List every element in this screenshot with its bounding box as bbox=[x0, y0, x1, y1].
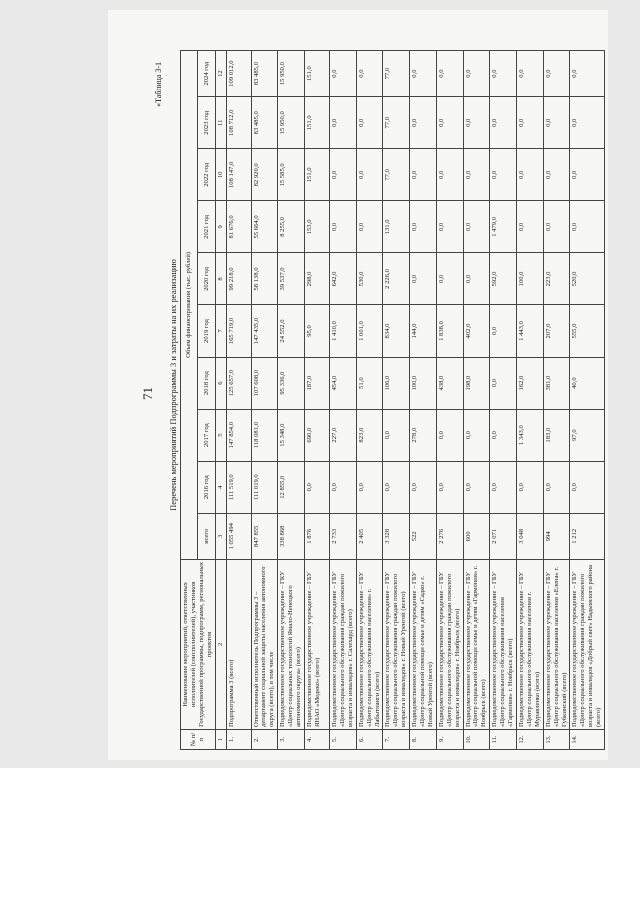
row-year-value: 0,0 bbox=[410, 51, 437, 97]
column-number: 6 bbox=[215, 357, 226, 409]
row-year-value: 0,0 bbox=[570, 51, 605, 97]
row-year-value: 1 343,0 bbox=[517, 409, 544, 461]
row-year-value: 1 410,0 bbox=[329, 305, 356, 357]
header-year: 2022 год bbox=[198, 149, 215, 201]
row-year-value: 111 519,0 bbox=[226, 461, 251, 513]
row-year-value: 151,0 bbox=[304, 149, 329, 201]
row-year-value: 108 147,0 bbox=[226, 149, 251, 201]
row-total-value: 338 868 bbox=[278, 513, 305, 559]
row-year-value: 77,0 bbox=[383, 97, 410, 149]
row-name: Подведомственное государственное учреждение – ГБУ ЯНАО «Медико» (всего) bbox=[304, 559, 329, 729]
row-year-value: 40,0 bbox=[570, 357, 605, 409]
row-year-value: 0,0 bbox=[490, 305, 517, 357]
row-name: Подведомственное государственное учреждение – ГБУ «Центр социального обслуживания граждан пожилого возраста и инвалидов» г. Салехард (всего) bbox=[329, 559, 356, 729]
row-year-value: 223,0 bbox=[543, 253, 570, 305]
row-year-value: 0,0 bbox=[383, 461, 410, 513]
row-year-value: 381,0 bbox=[543, 357, 570, 409]
row-number: 9. bbox=[436, 729, 463, 749]
row-year-value: 107 608,0 bbox=[251, 357, 278, 409]
row-year-value: 0,0 bbox=[490, 409, 517, 461]
table-row bbox=[304, 51, 329, 750]
row-year-value: 0,0 bbox=[570, 97, 605, 149]
header-year: 2019 год bbox=[198, 305, 215, 357]
row-total-value: 1 876 bbox=[304, 513, 329, 559]
row-year-value: 0,0 bbox=[356, 149, 383, 201]
row-year-value: 55 664,0 bbox=[251, 201, 278, 253]
row-year-value: 12 855,0 bbox=[278, 461, 305, 513]
row-year-value: 0,0 bbox=[304, 461, 329, 513]
document-page bbox=[108, 10, 608, 760]
row-year-value: 0,0 bbox=[329, 461, 356, 513]
row-year-value: 0,0 bbox=[463, 409, 490, 461]
column-number-row bbox=[215, 51, 226, 750]
row-number: 10. bbox=[463, 729, 490, 749]
row-year-value: 0,0 bbox=[570, 201, 605, 253]
row-year-value: 0,0 bbox=[543, 97, 570, 149]
row-year-value: 39 537,0 bbox=[278, 253, 305, 305]
row-year-value: 1 001,0 bbox=[356, 305, 383, 357]
column-number: 9 bbox=[215, 201, 226, 253]
row-number: 3. bbox=[278, 729, 305, 749]
row-year-value: 153,0 bbox=[304, 201, 329, 253]
row-year-value: 0,0 bbox=[436, 461, 463, 513]
row-year-value: 0,0 bbox=[490, 357, 517, 409]
header-total: всего bbox=[198, 513, 215, 559]
row-year-value: 0,0 bbox=[490, 461, 517, 513]
row-year-value: 402,0 bbox=[463, 305, 490, 357]
table-row bbox=[490, 51, 517, 750]
row-year-value: 0,0 bbox=[329, 97, 356, 149]
row-year-value: 97,0 bbox=[570, 409, 605, 461]
row-year-value: 24 552,0 bbox=[278, 305, 305, 357]
row-name: Подведомственное государственное учреждение – ГКУ «Центр социальных технологий Ямало-Ненецкого автономного округа» (всего) bbox=[278, 559, 305, 729]
table-row bbox=[436, 51, 463, 750]
column-number: 12 bbox=[215, 51, 226, 97]
header-year: 2020 год bbox=[198, 253, 215, 305]
row-year-value: 151,0 bbox=[304, 97, 329, 149]
row-year-value: 162,0 bbox=[517, 357, 544, 409]
row-year-value: 0,0 bbox=[517, 201, 544, 253]
measures-table bbox=[180, 50, 605, 750]
row-year-value: 15 348,0 bbox=[278, 409, 305, 461]
row-year-value: 144,0 bbox=[410, 305, 437, 357]
row-name: Подпрограмма 3 (всего) bbox=[226, 559, 251, 729]
row-year-value: 0,0 bbox=[356, 51, 383, 97]
header-no: № п/п bbox=[181, 729, 216, 749]
row-year-value: 0,0 bbox=[463, 51, 490, 97]
row-name: Подведомственное государственное учреждение – ГБУ «Центр социального обслуживания населения г. Муравленко (всего) bbox=[517, 559, 544, 729]
row-year-value: 0,0 bbox=[410, 97, 437, 149]
row-year-value: 0,0 bbox=[463, 97, 490, 149]
row-total-value: 2 276 bbox=[436, 513, 463, 559]
row-year-value: 111 019,0 bbox=[251, 461, 278, 513]
row-total-value: 2 405 bbox=[356, 513, 383, 559]
header-year: 2021 год bbox=[198, 201, 215, 253]
row-year-value: 298,0 bbox=[304, 253, 329, 305]
table-row bbox=[356, 51, 383, 750]
row-year-value: 0,0 bbox=[383, 409, 410, 461]
row-year-value: 0,0 bbox=[436, 409, 463, 461]
table-row bbox=[517, 51, 544, 750]
row-year-value: 118 081,0 bbox=[251, 409, 278, 461]
row-year-value: 82 920,0 bbox=[251, 149, 278, 201]
row-year-value: 77,0 bbox=[383, 149, 410, 201]
column-number: 1 bbox=[215, 729, 226, 749]
row-name: Подведомственное государственное учреждение – ГБУ «Центр социального обслуживания граждан пожилого возраста и инвалидов «Добрый свет» Надымского района (всего) bbox=[570, 559, 605, 729]
row-name: Ответственный исполнитель Подпрограммы 3 – департамент социальной защиты населения автономного округа (всего), в том числе bbox=[251, 559, 278, 729]
row-year-value: 131,0 bbox=[383, 201, 410, 253]
row-number: 14. bbox=[570, 729, 605, 749]
row-year-value: 147 435,0 bbox=[251, 305, 278, 357]
row-number: 6. bbox=[356, 729, 383, 749]
row-year-value: 0,0 bbox=[570, 149, 605, 201]
row-year-value: 187,0 bbox=[304, 357, 329, 409]
row-total-value: 1 055 494 bbox=[226, 513, 251, 559]
row-year-value: 0,0 bbox=[436, 97, 463, 149]
row-total-value: 3 048 bbox=[517, 513, 544, 559]
row-year-value: 530,0 bbox=[356, 253, 383, 305]
row-year-value: 2 226,0 bbox=[383, 253, 410, 305]
row-name: Подведомственное государственное учреждение – ГБУ «Центр социальной помощи семье и детям «Гармония» г. Ноябрьск (всего) bbox=[463, 559, 490, 729]
table-title: Перечень мероприятий Подпрограммы 3 и затраты на их реализацию bbox=[168, 259, 178, 511]
row-year-value: 0,0 bbox=[410, 253, 437, 305]
row-year-value: 0,0 bbox=[356, 97, 383, 149]
page-number: 71 bbox=[140, 387, 155, 400]
row-name: Подведомственное государственное учреждение – ГБУ «Центр социального обслуживания населения «Елена» г. Губкинский (всего) bbox=[543, 559, 570, 729]
row-total-value: 2 071 bbox=[490, 513, 517, 559]
row-year-value: 0,0 bbox=[410, 149, 437, 201]
row-name: Подведомственное государственное учреждение – ГБУ «Центр социального обслуживания населения «Гармония» г. Ноябрьск (всего) bbox=[490, 559, 517, 729]
table-row bbox=[570, 51, 605, 750]
row-year-value: 454,0 bbox=[329, 357, 356, 409]
row-year-value: 227,0 bbox=[329, 409, 356, 461]
row-year-value: 278,0 bbox=[410, 409, 437, 461]
table-body bbox=[226, 51, 605, 750]
row-name: Подведомственное государственное учреждение – ГБУ «Центр социального обслуживания граждан пожилого возраста и инвалидов» г. Новый Уренгой (всего) bbox=[383, 559, 410, 729]
row-year-value: 0,0 bbox=[543, 51, 570, 97]
row-year-value: 0,0 bbox=[490, 97, 517, 149]
row-year-value: 0,0 bbox=[436, 201, 463, 253]
column-number: 4 bbox=[215, 461, 226, 513]
row-year-value: 95 336,0 bbox=[278, 357, 305, 409]
row-year-value: 15 950,0 bbox=[278, 97, 305, 149]
row-year-value: 0,0 bbox=[410, 201, 437, 253]
row-number: 4. bbox=[304, 729, 329, 749]
row-year-value: 690,0 bbox=[304, 409, 329, 461]
row-year-value: 0,0 bbox=[356, 461, 383, 513]
rotated-sheet bbox=[108, 10, 608, 760]
column-number: 7 bbox=[215, 305, 226, 357]
table-row bbox=[543, 51, 570, 750]
column-number: 10 bbox=[215, 149, 226, 201]
row-total-value: 847 855 bbox=[251, 513, 278, 559]
row-year-value: 0,0 bbox=[436, 51, 463, 97]
row-year-value: 0,0 bbox=[463, 253, 490, 305]
row-total-value: 1 212 bbox=[570, 513, 605, 559]
column-number: 3 bbox=[215, 513, 226, 559]
row-year-value: 95,0 bbox=[304, 305, 329, 357]
row-year-value: 555,0 bbox=[570, 305, 605, 357]
row-year-value: 0,0 bbox=[543, 201, 570, 253]
row-year-value: 58 138,0 bbox=[251, 253, 278, 305]
row-year-value: 592,0 bbox=[490, 253, 517, 305]
row-year-value: 0,0 bbox=[463, 149, 490, 201]
row-number: 12. bbox=[517, 729, 544, 749]
row-year-value: 0,0 bbox=[517, 149, 544, 201]
row-name: Подведомственное государственное учреждение – ГБУ «Центр социальной помощи семье и детям «Садко» г. Новый Уренгой (всего) bbox=[410, 559, 437, 729]
row-year-value: 106,0 bbox=[383, 357, 410, 409]
row-total-value: 994 bbox=[543, 513, 570, 559]
row-number: 2. bbox=[251, 729, 278, 749]
header-year: 2016 год bbox=[198, 461, 215, 513]
row-year-value: 520,0 bbox=[570, 253, 605, 305]
header-year: 2018 год bbox=[198, 357, 215, 409]
table-row bbox=[463, 51, 490, 750]
row-year-value: 100,0 bbox=[410, 357, 437, 409]
row-year-value: 0,0 bbox=[329, 149, 356, 201]
table-caption: «Таблица 3-1 bbox=[154, 62, 163, 107]
row-year-value: 0,0 bbox=[436, 253, 463, 305]
row-name: Подведомственное государственное учреждение – ГБУ «Центр социального обслуживания граждан пожилого возраста и инвалидов» г. Ноябрьск (всего) bbox=[436, 559, 463, 729]
row-year-value: 100,0 bbox=[517, 253, 544, 305]
row-total-value: 522 bbox=[410, 513, 437, 559]
row-year-value: 438,0 bbox=[436, 357, 463, 409]
row-total-value: 3 328 bbox=[383, 513, 410, 559]
row-year-value: 0,0 bbox=[356, 201, 383, 253]
row-year-value: 198,0 bbox=[463, 357, 490, 409]
header-year: 2024 год bbox=[198, 51, 215, 97]
row-year-value: 77,0 bbox=[383, 51, 410, 97]
row-year-value: 81 676,0 bbox=[226, 201, 251, 253]
row-year-value: 125 657,0 bbox=[226, 357, 251, 409]
row-year-value: 15 950,0 bbox=[278, 51, 305, 97]
row-year-value: 83 485,0 bbox=[251, 51, 278, 97]
table-row bbox=[226, 51, 251, 750]
header-funding-group: Объем финансирования (тыс. рублей) bbox=[181, 51, 198, 560]
row-total-value: 600 bbox=[463, 513, 490, 559]
row-year-value: 823,0 bbox=[356, 409, 383, 461]
row-year-value: 0,0 bbox=[436, 149, 463, 201]
row-year-value: 109 012,0 bbox=[226, 51, 251, 97]
row-number: 11. bbox=[490, 729, 517, 749]
column-number: 11 bbox=[215, 97, 226, 149]
row-number: 1. bbox=[226, 729, 251, 749]
column-number: 5 bbox=[215, 409, 226, 461]
header-name: Наименование мероприятий, ответственных исполнителей (соисполнителей), участников Государственной программы, подпрограмм, региональных проектов bbox=[181, 559, 216, 729]
row-year-value: 0,0 bbox=[490, 149, 517, 201]
row-year-value: 1 443,0 bbox=[517, 305, 544, 357]
row-year-value: 0,0 bbox=[570, 461, 605, 513]
row-year-value: 108 712,0 bbox=[226, 97, 251, 149]
row-total-value: 2 733 bbox=[329, 513, 356, 559]
column-number: 8 bbox=[215, 253, 226, 305]
row-year-value: 183,0 bbox=[543, 409, 570, 461]
row-year-value: 165 719,0 bbox=[226, 305, 251, 357]
row-year-value: 0,0 bbox=[463, 461, 490, 513]
row-year-value: 642,0 bbox=[329, 253, 356, 305]
row-number: 5. bbox=[329, 729, 356, 749]
row-year-value: 151,0 bbox=[304, 51, 329, 97]
row-year-value: 15 585,0 bbox=[278, 149, 305, 201]
row-year-value: 0,0 bbox=[410, 461, 437, 513]
row-year-value: 99 218,0 bbox=[226, 253, 251, 305]
table-row bbox=[251, 51, 278, 750]
row-year-value: 0,0 bbox=[517, 51, 544, 97]
header-year: 2023 год bbox=[198, 97, 215, 149]
row-year-value: 51,0 bbox=[356, 357, 383, 409]
row-year-value: 207,0 bbox=[543, 305, 570, 357]
table-row bbox=[329, 51, 356, 750]
row-year-value: 0,0 bbox=[517, 461, 544, 513]
row-number: 8. bbox=[410, 729, 437, 749]
header-year: 2017 год bbox=[198, 409, 215, 461]
row-year-value: 834,0 bbox=[383, 305, 410, 357]
row-year-value: 1 838,0 bbox=[436, 305, 463, 357]
row-year-value: 0,0 bbox=[329, 51, 356, 97]
row-year-value: 1 479,0 bbox=[490, 201, 517, 253]
row-year-value: 0,0 bbox=[517, 97, 544, 149]
table-row bbox=[278, 51, 305, 750]
row-number: 13. bbox=[543, 729, 570, 749]
column-number: 2 bbox=[215, 559, 226, 729]
row-name: Подведомственное государственное учреждение – ГБУ «Центр социального обслуживания населения» г. Лабытнанги (всего) bbox=[356, 559, 383, 729]
row-year-value: 8 255,0 bbox=[278, 201, 305, 253]
row-year-value: 0,0 bbox=[329, 201, 356, 253]
table-row bbox=[383, 51, 410, 750]
table-row bbox=[410, 51, 437, 750]
row-year-value: 83 485,0 bbox=[251, 97, 278, 149]
row-year-value: 0,0 bbox=[543, 461, 570, 513]
row-year-value: 0,0 bbox=[543, 149, 570, 201]
row-year-value: 0,0 bbox=[490, 51, 517, 97]
row-year-value: 0,0 bbox=[463, 201, 490, 253]
row-number: 7. bbox=[383, 729, 410, 749]
row-year-value: 147 854,0 bbox=[226, 409, 251, 461]
